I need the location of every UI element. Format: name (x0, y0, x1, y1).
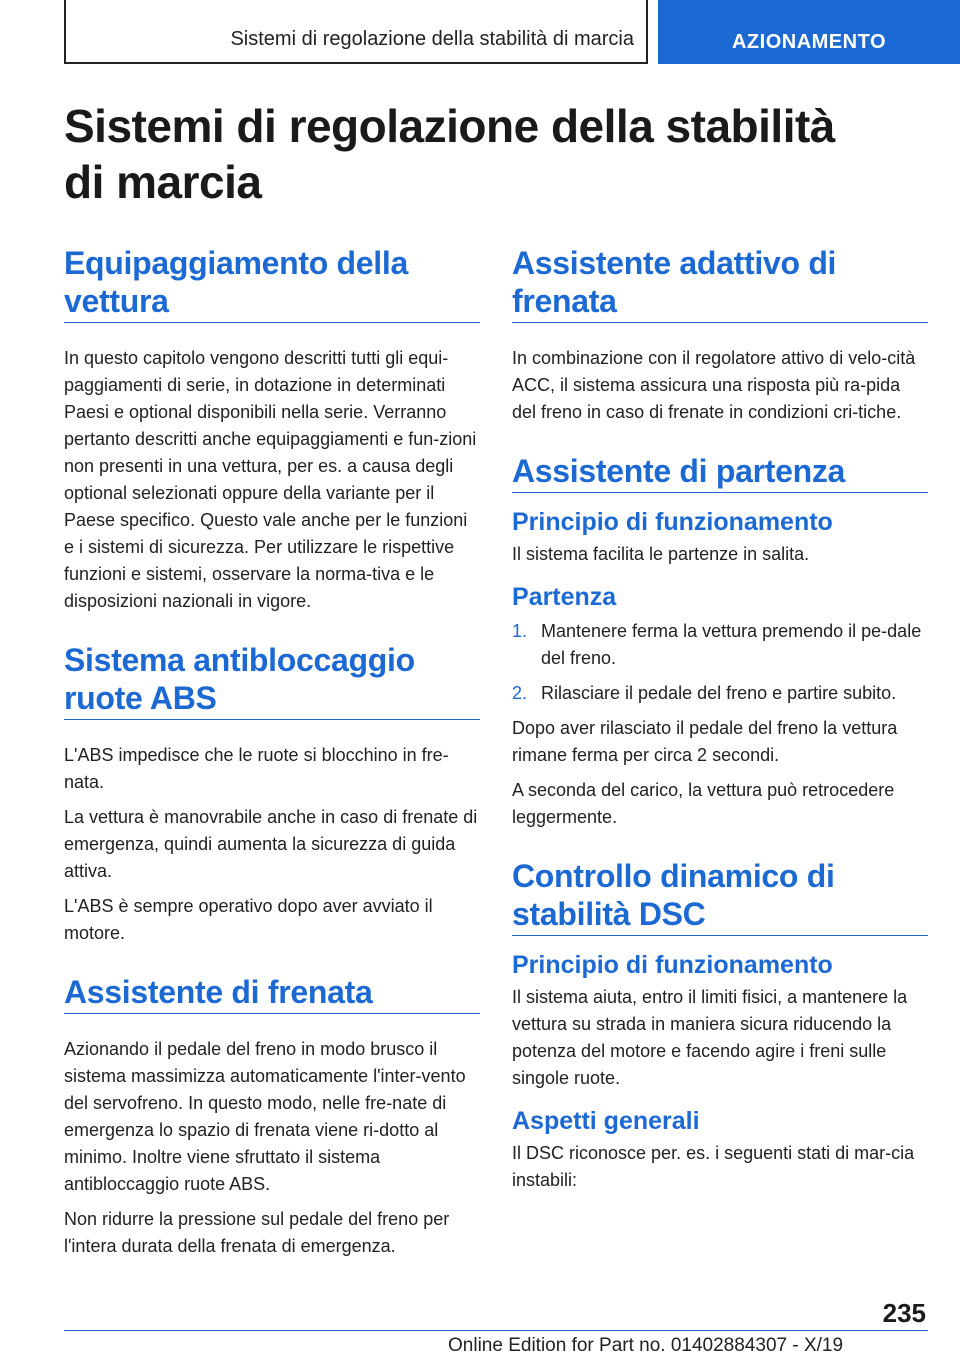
header-section-label: AZIONAMENTO (731, 31, 886, 53)
step-number: 1. (512, 621, 528, 641)
paragraph: Il DSC riconosce per. es. i seguenti stati di mar-cia instabili: (512, 1143, 915, 1190)
paragraph: In combinazione con il regolatore attivo di velo-cità ACC, il sistema assicura una risposta più ra-pida del freno in caso di frenate in condizioni cri-tiche. (512, 348, 916, 422)
paragraph: Non ridurre la pressione sul pedale del freno per l'intera durata della frenata di emergenza. (64, 1209, 450, 1256)
paragraph: Il sistema aiuta, entro il limiti fisici, a mantenere la vettura su strada in maniera sicura riducendo la potenza del motore e facendo agire i freni sulle singole ruote. (512, 987, 908, 1088)
heading-dsc: Controllo dinamico di stabilità DSC (512, 857, 928, 936)
heading-assistente-adattivo: Assistente adattivo di frenata (512, 244, 928, 323)
paragraph: A seconda del carico, la vettura può retrocedere leggermente. (512, 780, 895, 827)
header-section-tab[interactable] (658, 0, 960, 64)
paragraph: L'ABS impedisce che le ruote si blocchino in fre-nata. (64, 745, 449, 792)
subheading-principio: Principio di funzionamento (512, 508, 833, 536)
step-text: Mantenere ferma la vettura premendo il pe-dale del freno. (541, 621, 922, 668)
page-number: 235 (882, 1298, 926, 1328)
subheading-principio: Principio di funzionamento (512, 951, 833, 979)
heading-assistente-partenza: Assistente di partenza (512, 452, 928, 493)
header-title-box (64, 0, 648, 64)
heading-abs: Sistema antibloccaggio ruote ABS (64, 641, 480, 720)
step-number: 2. (512, 683, 528, 703)
left-column (64, 244, 480, 1260)
footer-divider (64, 1330, 928, 1331)
paragraph: Azionando il pedale del freno in modo brusco il sistema massimizza automaticamente l'inter-vento del servofreno. In questo modo, nelle fre-nate di emergenza lo spazio di frenata viene ri-dotto al minimo. Inoltre viene sfruttato il sistema antibloccaggio ruote ABS. (64, 1039, 466, 1194)
steps-list (512, 618, 928, 707)
paragraph: L'ABS è sempre operativo dopo aver avviato il motore. (64, 896, 433, 943)
list-item (512, 618, 928, 672)
paragraph: Dopo aver rilasciato il pedale del freno la vettura rimane ferma per circa 2 secondi. (512, 718, 898, 765)
step-text: Rilasciare il pedale del freno e partire subito. (541, 683, 897, 703)
list-item (512, 680, 928, 707)
right-column (512, 244, 928, 1194)
page-title: Sistemi di regolazione della stabilità di marcia (64, 100, 835, 208)
subheading-aspetti-generali: Aspetti generali (512, 1107, 700, 1135)
heading-equipaggiamento: Equipaggiamento della vettura (64, 244, 480, 323)
paragraph: In questo capitolo vengono descritti tutti gli equi-paggiamenti di serie, in dotazione in determinati Paesi e optional disponibili nella serie. Verranno pertanto descritti anche equipaggiamenti e fun-zioni non presenti in una vettura, per es. a causa degli optional selezionati oppure della variante per il Paese specifico. Questo vale anche per le funzioni e i sistemi di sicurezza. Per utilizzare le rispettive funzioni e sistemi, osservare la norma-tiva e le disposizioni nazionali in vigore. (64, 348, 477, 611)
paragraph: Il sistema facilita le partenze in salita. (512, 544, 810, 564)
heading-assistente-frenata: Assistente di frenata (64, 973, 480, 1014)
paragraph: La vettura è manovrabile anche in caso di frenate di emergenza, quindi aumenta la sicurezza di guida attiva. (64, 807, 478, 881)
footer-edition: Online Edition for Part no. 01402884307 - X/19 (448, 1335, 844, 1356)
header-title: Sistemi di regolazione della stabilità di marcia (230, 28, 634, 50)
subheading-partenza: Partenza (512, 583, 617, 611)
